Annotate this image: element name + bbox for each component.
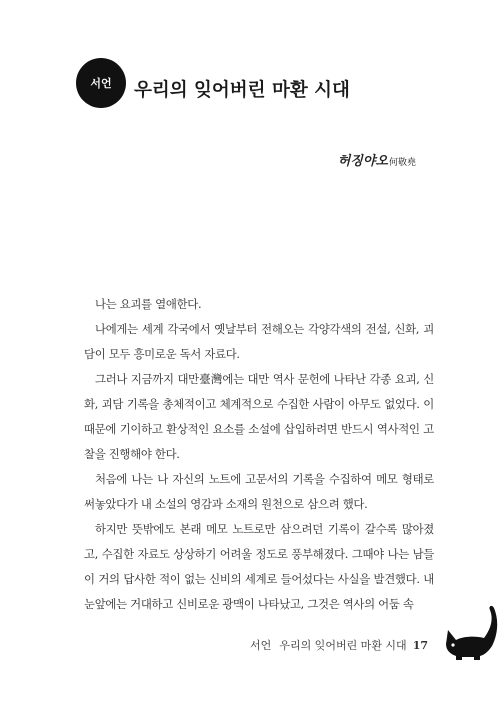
- paragraph: 그러나 지금까지 대만臺灣에는 대만 역사 문헌에 나타난 각종 요괴, 신화, 괴담 기록을 총체적이고 체계적으로 수집한 사람이 아무도 없었다. 이 때문에 기이하고 환상적인 요소를 소설에 삽입하려면 반드시 역사적인 고찰을 진행해야 한다.: [84, 372, 434, 461]
- paragraph: 나에게는 세계 각국에서 옛날부터 전해오는 각양각색의 전설, 신화, 괴담이 모두 흥미로운 독서 자료다.: [84, 322, 434, 361]
- page-number: 17: [412, 639, 428, 652]
- footer-title: 우리의 잊어버린 마환 시대: [279, 639, 407, 652]
- footer-badge: 서언: [250, 639, 272, 652]
- paragraph: 처음에 나는 나 자신의 노트에 고문서의 기록을 수집하여 메모 형태로 써놓았다가 내 소설의 영감과 소재의 원천으로 삼으려 했다.: [84, 472, 434, 511]
- chapter-title: 우리의 잊어버린 마환 시대: [134, 80, 350, 101]
- body-text: [84, 292, 434, 617]
- running-footer: [250, 637, 428, 653]
- cat-illustration-icon: [444, 600, 500, 660]
- paragraph: 나는 요괴를 열애한다.: [95, 297, 202, 311]
- author-name: 허징야오: [337, 154, 388, 169]
- author-line: [338, 150, 416, 169]
- section-badge: 서언: [76, 58, 126, 108]
- author-hanja: 何敬堯: [388, 158, 416, 168]
- paragraph: 하지만 뜻밖에도 본래 메모 노트로만 삼으려던 기록이 갈수록 많아졌고, 수집한 자료도 상상하기 어려울 정도로 풍부해졌다. 그때야 나는 남들이 거의 답사한 적이 없는 신비의 세계로 들어섰다는 사실을 발견했다. 내 눈앞에는 거대하고 신비로운 광맥이 나타났고, 그것은 역사의 어둠 속: [84, 522, 434, 611]
